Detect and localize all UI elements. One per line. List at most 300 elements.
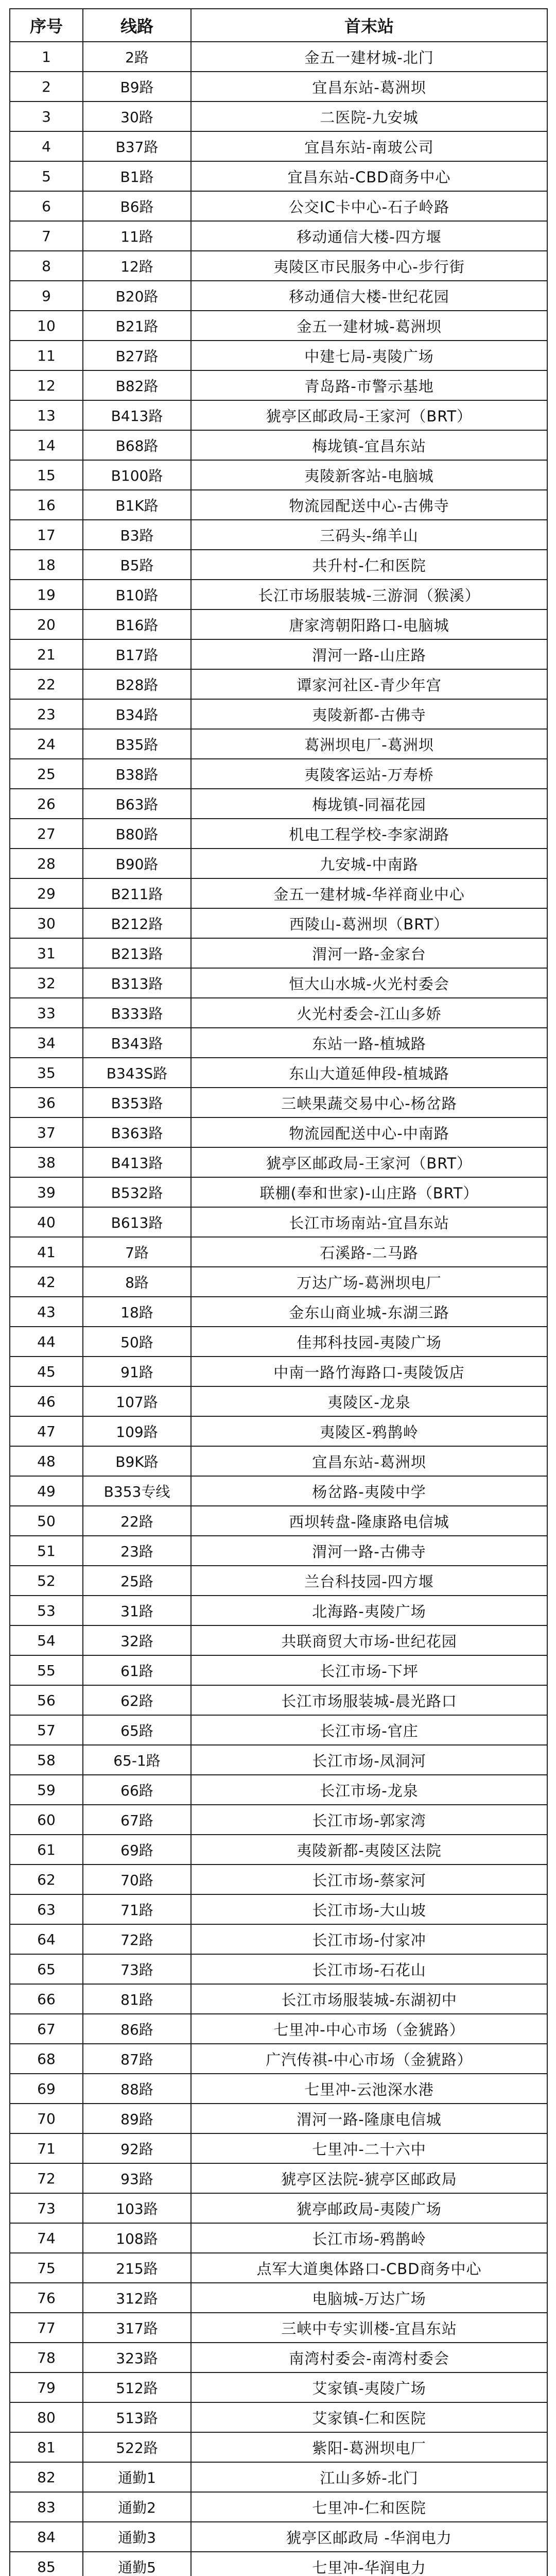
route-name: B5路 xyxy=(83,550,191,580)
table-row xyxy=(10,1147,547,1177)
route-name: B90路 xyxy=(83,849,191,878)
row-index: 52 xyxy=(10,1566,83,1596)
table-row xyxy=(10,1566,547,1596)
row-index: 9 xyxy=(10,281,83,311)
route-terminals: 长江市场-下坪 xyxy=(191,1655,547,1685)
row-index: 35 xyxy=(10,1058,83,1088)
table-row xyxy=(10,1625,547,1655)
route-name: 512路 xyxy=(83,2372,191,2402)
route-terminals: 西坝转盘-隆康路电信城 xyxy=(191,1506,547,1536)
route-terminals: 猇亭区邮政局 -华润电力 xyxy=(191,2522,547,2552)
row-index: 51 xyxy=(10,1536,83,1566)
route-name: B17路 xyxy=(83,639,191,669)
row-index: 79 xyxy=(10,2372,83,2402)
route-name: B613路 xyxy=(83,1207,191,1237)
table-row xyxy=(10,1715,547,1745)
route-name: B100路 xyxy=(83,460,191,490)
table-row xyxy=(10,1805,547,1835)
table-row xyxy=(10,938,547,968)
row-index: 69 xyxy=(10,2074,83,2104)
row-index: 85 xyxy=(10,2552,83,2576)
route-table-sheet xyxy=(9,8,547,2576)
table-row xyxy=(10,251,547,281)
route-name: 23路 xyxy=(83,1536,191,1566)
row-index: 18 xyxy=(10,550,83,580)
route-terminals: 江山多娇-北门 xyxy=(191,2462,547,2492)
route-terminals: 金五一建材城-北门 xyxy=(191,42,547,72)
bus-route-table xyxy=(9,8,548,2576)
row-index: 54 xyxy=(10,1625,83,1655)
route-terminals: 夷陵新都-夷陵区法院 xyxy=(191,1835,547,1865)
route-terminals: 东站一路-植城路 xyxy=(191,1028,547,1058)
row-index: 10 xyxy=(10,311,83,341)
route-name: B16路 xyxy=(83,609,191,639)
table-row xyxy=(10,42,547,72)
route-name: B213路 xyxy=(83,938,191,968)
table-header-row xyxy=(10,9,547,42)
table-row xyxy=(10,1536,547,1566)
route-name: 86路 xyxy=(83,2014,191,2044)
table-row xyxy=(10,221,547,251)
row-index: 48 xyxy=(10,1446,83,1476)
route-name: 215路 xyxy=(83,2253,191,2283)
route-terminals: 宜昌东站-葛洲坝 xyxy=(191,1446,547,1476)
row-index: 53 xyxy=(10,1596,83,1625)
route-terminals: 广汽传祺-中心市场（金猇路） xyxy=(191,2044,547,2074)
route-name: 70路 xyxy=(83,1865,191,1894)
route-name: B9路 xyxy=(83,72,191,101)
table-row xyxy=(10,520,547,550)
route-name: 108路 xyxy=(83,2223,191,2253)
route-terminals: 长江市场-石花山 xyxy=(191,1954,547,1984)
route-terminals: 三峡中专实训楼-宜昌东站 xyxy=(191,2313,547,2343)
table-row xyxy=(10,1207,547,1237)
row-index: 43 xyxy=(10,1297,83,1327)
table-row xyxy=(10,849,547,878)
table-row xyxy=(10,131,547,161)
table-row xyxy=(10,580,547,609)
table-row xyxy=(10,2372,547,2402)
table-row xyxy=(10,1088,547,1117)
route-name: 87路 xyxy=(83,2044,191,2074)
table-row xyxy=(10,101,547,131)
route-terminals: 夷陵区-龙泉 xyxy=(191,1386,547,1416)
table-row xyxy=(10,2163,547,2193)
table-row xyxy=(10,609,547,639)
route-terminals: 渭河一路-古佛寺 xyxy=(191,1536,547,1566)
route-name: 317路 xyxy=(83,2313,191,2343)
route-name: B212路 xyxy=(83,908,191,938)
route-terminals: 兰台科技园-四方堰 xyxy=(191,1566,547,1596)
route-terminals: 移动通信大楼-世纪花园 xyxy=(191,281,547,311)
route-terminals: 夷陵新客站-电脑城 xyxy=(191,460,547,490)
table-row xyxy=(10,1058,547,1088)
route-terminals: 七里冲-二十六中 xyxy=(191,2133,547,2163)
route-name: 25路 xyxy=(83,1566,191,1596)
route-name: 107路 xyxy=(83,1386,191,1416)
route-name: 通勤1 xyxy=(83,2462,191,2492)
table-row xyxy=(10,72,547,101)
route-terminals: 青岛路-市警示基地 xyxy=(191,370,547,400)
route-terminals: 长江市场-付家冲 xyxy=(191,1924,547,1954)
route-name: B63路 xyxy=(83,789,191,819)
route-terminals: 石溪路-二马路 xyxy=(191,1237,547,1267)
row-index: 49 xyxy=(10,1476,83,1506)
row-index: 44 xyxy=(10,1327,83,1357)
route-name: 50路 xyxy=(83,1327,191,1357)
route-name: 61路 xyxy=(83,1655,191,1685)
route-terminals: 紫阳-葛洲坝电厂 xyxy=(191,2432,547,2462)
row-index: 67 xyxy=(10,2014,83,2044)
route-terminals: 宜昌东站-南玻公司 xyxy=(191,131,547,161)
route-terminals: 谭家河社区-青少年宫 xyxy=(191,669,547,699)
route-name: 67路 xyxy=(83,1805,191,1835)
route-terminals: 二医院-九安城 xyxy=(191,101,547,131)
route-name: B34路 xyxy=(83,699,191,729)
row-index: 56 xyxy=(10,1685,83,1715)
route-terminals: 艾家镇-夷陵广场 xyxy=(191,2372,547,2402)
route-name: B211路 xyxy=(83,878,191,908)
route-name: B80路 xyxy=(83,819,191,849)
row-index: 59 xyxy=(10,1775,83,1805)
table-row xyxy=(10,1446,547,1476)
table-row xyxy=(10,1954,547,1984)
route-name: B3路 xyxy=(83,520,191,550)
table-row xyxy=(10,2193,547,2223)
route-terminals: 艾家镇-仁和医院 xyxy=(191,2402,547,2432)
row-index: 37 xyxy=(10,1117,83,1147)
row-index: 17 xyxy=(10,520,83,550)
route-name: 93路 xyxy=(83,2163,191,2193)
table-row xyxy=(10,2074,547,2104)
route-name: B20路 xyxy=(83,281,191,311)
route-terminals: 物流园配送中心-中南路 xyxy=(191,1117,547,1147)
route-terminals: 猇亭区邮政局-王家河（BRT） xyxy=(191,400,547,430)
row-index: 76 xyxy=(10,2283,83,2313)
route-terminals: 猇亭区邮政局-王家河（BRT） xyxy=(191,1147,547,1177)
row-index: 3 xyxy=(10,101,83,131)
route-name: 513路 xyxy=(83,2402,191,2432)
route-terminals: 三码头-绵羊山 xyxy=(191,520,547,550)
route-terminals: 北海路-夷陵广场 xyxy=(191,1596,547,1625)
route-terminals: 长江市场服装城-晨光路口 xyxy=(191,1685,547,1715)
route-terminals: 葛洲坝电厂-葛洲坝 xyxy=(191,729,547,759)
route-terminals: 梅垅镇-宜昌东站 xyxy=(191,430,547,460)
table-row xyxy=(10,281,547,311)
route-name: 32路 xyxy=(83,1625,191,1655)
table-row xyxy=(10,1775,547,1805)
route-name: 69路 xyxy=(83,1835,191,1865)
route-name: B413路 xyxy=(83,1147,191,1177)
table-row xyxy=(10,2223,547,2253)
route-name: B363路 xyxy=(83,1117,191,1147)
table-row xyxy=(10,191,547,221)
row-index: 42 xyxy=(10,1267,83,1297)
row-index: 31 xyxy=(10,938,83,968)
row-index: 2 xyxy=(10,72,83,101)
route-name: 30路 xyxy=(83,101,191,131)
row-index: 72 xyxy=(10,2163,83,2193)
route-name: 12路 xyxy=(83,251,191,281)
route-terminals: 七里冲-云池深水港 xyxy=(191,2074,547,2104)
route-name: B37路 xyxy=(83,131,191,161)
route-name: 312路 xyxy=(83,2283,191,2313)
table-row xyxy=(10,460,547,490)
route-name: B10路 xyxy=(83,580,191,609)
row-index: 33 xyxy=(10,998,83,1028)
table-row xyxy=(10,1386,547,1416)
row-index: 84 xyxy=(10,2522,83,2552)
row-index: 81 xyxy=(10,2432,83,2462)
table-row xyxy=(10,729,547,759)
route-terminals: 渭河一路-隆康电信城 xyxy=(191,2104,547,2133)
row-index: 50 xyxy=(10,1506,83,1536)
route-name: 92路 xyxy=(83,2133,191,2163)
route-name: 18路 xyxy=(83,1297,191,1327)
table-row xyxy=(10,311,547,341)
route-name: B333路 xyxy=(83,998,191,1028)
route-name: 66路 xyxy=(83,1775,191,1805)
route-terminals: 梅垅镇-同福花园 xyxy=(191,789,547,819)
route-terminals: 共联商贸大市场-世纪花园 xyxy=(191,1625,547,1655)
route-terminals: 恒大山水城-火光村委会 xyxy=(191,968,547,998)
route-name: 91路 xyxy=(83,1357,191,1386)
route-terminals: 金东山商业城-东湖三路 xyxy=(191,1297,547,1327)
row-index: 15 xyxy=(10,460,83,490)
table-row xyxy=(10,1506,547,1536)
route-name: 88路 xyxy=(83,2074,191,2104)
route-terminals: 长江市场-龙泉 xyxy=(191,1775,547,1805)
route-name: B353专线 xyxy=(83,1476,191,1506)
row-index: 24 xyxy=(10,729,83,759)
table-row xyxy=(10,1028,547,1058)
route-name: 通勤5 xyxy=(83,2552,191,2576)
route-terminals: 七里冲-中心市场（金猇路） xyxy=(191,2014,547,2044)
row-index: 68 xyxy=(10,2044,83,2074)
table-row xyxy=(10,1685,547,1715)
table-row xyxy=(10,2343,547,2372)
route-name: 通勤3 xyxy=(83,2522,191,2552)
route-terminals: 长江市场-大山坡 xyxy=(191,1894,547,1924)
row-index: 11 xyxy=(10,341,83,370)
route-name: 109路 xyxy=(83,1416,191,1446)
table-row xyxy=(10,1237,547,1267)
route-terminals: 佳邦科技园-夷陵广场 xyxy=(191,1327,547,1357)
route-terminals: 夷陵区市民服务中心-步行街 xyxy=(191,251,547,281)
route-terminals: 物流园配送中心-古佛寺 xyxy=(191,490,547,520)
route-name: 65路 xyxy=(83,1715,191,1745)
route-terminals: 金五一建材城-葛洲坝 xyxy=(191,311,547,341)
route-terminals: 长江市场-官庄 xyxy=(191,1715,547,1745)
table-row xyxy=(10,1596,547,1625)
route-terminals: 七里冲-华润电力 xyxy=(191,2552,547,2576)
route-terminals: 万达广场-葛洲坝电厂 xyxy=(191,1267,547,1297)
table-row xyxy=(10,2522,547,2552)
route-terminals: 渭河一路-山庄路 xyxy=(191,639,547,669)
route-terminals: 机电工程学校-李家湖路 xyxy=(191,819,547,849)
table-row xyxy=(10,1416,547,1446)
route-terminals: 电脑城-万达广场 xyxy=(191,2283,547,2313)
route-name: B313路 xyxy=(83,968,191,998)
table-row xyxy=(10,2462,547,2492)
table-row xyxy=(10,400,547,430)
route-name: B353路 xyxy=(83,1088,191,1117)
route-terminals: 中建七局-夷陵广场 xyxy=(191,341,547,370)
table-row xyxy=(10,1924,547,1954)
table-row xyxy=(10,1655,547,1685)
row-index: 23 xyxy=(10,699,83,729)
route-name: 11路 xyxy=(83,221,191,251)
header-terminals: 首末站 xyxy=(191,9,547,42)
row-index: 13 xyxy=(10,400,83,430)
row-index: 74 xyxy=(10,2223,83,2253)
route-terminals: 夷陵新都-古佛寺 xyxy=(191,699,547,729)
route-name: B82路 xyxy=(83,370,191,400)
row-index: 6 xyxy=(10,191,83,221)
table-body xyxy=(10,42,547,2576)
row-index: 61 xyxy=(10,1835,83,1865)
route-name: 73路 xyxy=(83,1954,191,1984)
row-index: 8 xyxy=(10,251,83,281)
row-index: 58 xyxy=(10,1745,83,1775)
route-terminals: 三峡果蔬交易中心-杨岔路 xyxy=(191,1088,547,1117)
route-terminals: 西陵山-葛洲坝（BRT） xyxy=(191,908,547,938)
row-index: 28 xyxy=(10,849,83,878)
route-terminals: 点军大道奥体路口-CBD商务中心 xyxy=(191,2253,547,2283)
table-row xyxy=(10,1984,547,2014)
table-row xyxy=(10,789,547,819)
table-row xyxy=(10,2104,547,2133)
route-terminals: 长江市场-凤洞河 xyxy=(191,1745,547,1775)
route-terminals: 南湾村委会-南湾村委会 xyxy=(191,2343,547,2372)
table-row xyxy=(10,2432,547,2462)
route-terminals: 联棚(奉和世家)-山庄路（BRT） xyxy=(191,1177,547,1207)
route-name: 8路 xyxy=(83,1267,191,1297)
route-name: B9K路 xyxy=(83,1446,191,1476)
route-terminals: 夷陵客运站-万寿桥 xyxy=(191,759,547,789)
route-terminals: 长江市场-鸦鹊岭 xyxy=(191,2223,547,2253)
route-terminals: 东山大道延伸段-植城路 xyxy=(191,1058,547,1088)
table-row xyxy=(10,968,547,998)
route-name: B6路 xyxy=(83,191,191,221)
header-index: 序号 xyxy=(10,9,83,42)
row-index: 25 xyxy=(10,759,83,789)
row-index: 14 xyxy=(10,430,83,460)
table-row xyxy=(10,1476,547,1506)
route-name: 81路 xyxy=(83,1984,191,2014)
row-index: 41 xyxy=(10,1237,83,1267)
route-terminals: 九安城-中南路 xyxy=(191,849,547,878)
row-index: 29 xyxy=(10,878,83,908)
route-name: 2路 xyxy=(83,42,191,72)
table-row xyxy=(10,2133,547,2163)
table-row xyxy=(10,370,547,400)
route-name: 7路 xyxy=(83,1237,191,1267)
table-row xyxy=(10,1357,547,1386)
row-index: 63 xyxy=(10,1894,83,1924)
table-row xyxy=(10,878,547,908)
table-row xyxy=(10,639,547,669)
table-row xyxy=(10,908,547,938)
row-index: 1 xyxy=(10,42,83,72)
row-index: 77 xyxy=(10,2313,83,2343)
table-row xyxy=(10,998,547,1028)
row-index: 78 xyxy=(10,2343,83,2372)
route-terminals: 猇亭区法院-猇亭区邮政局 xyxy=(191,2163,547,2193)
table-row xyxy=(10,2552,547,2576)
row-index: 60 xyxy=(10,1805,83,1835)
table-row xyxy=(10,759,547,789)
route-name: 89路 xyxy=(83,2104,191,2133)
row-index: 75 xyxy=(10,2253,83,2283)
table-row xyxy=(10,490,547,520)
table-row xyxy=(10,1297,547,1327)
row-index: 20 xyxy=(10,609,83,639)
route-name: B343路 xyxy=(83,1028,191,1058)
row-index: 32 xyxy=(10,968,83,998)
route-name: B27路 xyxy=(83,341,191,370)
route-name: 71路 xyxy=(83,1894,191,1924)
row-index: 16 xyxy=(10,490,83,520)
row-index: 39 xyxy=(10,1177,83,1207)
row-index: 82 xyxy=(10,2462,83,2492)
table-row xyxy=(10,2014,547,2044)
route-terminals: 长江市场-郭家湾 xyxy=(191,1805,547,1835)
route-terminals: 夷陵区-鸦鹊岭 xyxy=(191,1416,547,1446)
table-row xyxy=(10,2313,547,2343)
row-index: 30 xyxy=(10,908,83,938)
row-index: 4 xyxy=(10,131,83,161)
row-index: 22 xyxy=(10,669,83,699)
row-index: 36 xyxy=(10,1088,83,1117)
route-terminals: 七里冲-仁和医院 xyxy=(191,2492,547,2522)
route-name: B38路 xyxy=(83,759,191,789)
route-terminals: 移动通信大楼-四方堰 xyxy=(191,221,547,251)
row-index: 64 xyxy=(10,1924,83,1954)
route-name: B21路 xyxy=(83,311,191,341)
table-row xyxy=(10,1327,547,1357)
route-name: 通勤2 xyxy=(83,2492,191,2522)
row-index: 55 xyxy=(10,1655,83,1685)
table-row xyxy=(10,1745,547,1775)
route-name: 22路 xyxy=(83,1506,191,1536)
row-index: 40 xyxy=(10,1207,83,1237)
table-row xyxy=(10,669,547,699)
row-index: 57 xyxy=(10,1715,83,1745)
row-index: 21 xyxy=(10,639,83,669)
table-row xyxy=(10,1267,547,1297)
row-index: 26 xyxy=(10,789,83,819)
table-row xyxy=(10,2283,547,2313)
route-name: 62路 xyxy=(83,1685,191,1715)
route-name: B1K路 xyxy=(83,490,191,520)
route-name: 72路 xyxy=(83,1924,191,1954)
row-index: 71 xyxy=(10,2133,83,2163)
table-row xyxy=(10,1894,547,1924)
row-index: 5 xyxy=(10,161,83,191)
route-terminals: 宜昌东站-葛洲坝 xyxy=(191,72,547,101)
row-index: 7 xyxy=(10,221,83,251)
route-terminals: 火光村委会-江山多娇 xyxy=(191,998,547,1028)
row-index: 73 xyxy=(10,2193,83,2223)
route-name: B1路 xyxy=(83,161,191,191)
table-row xyxy=(10,161,547,191)
row-index: 65 xyxy=(10,1954,83,1984)
route-name: 65-1路 xyxy=(83,1745,191,1775)
table-row xyxy=(10,430,547,460)
row-index: 34 xyxy=(10,1028,83,1058)
route-terminals: 中南一路竹海路口-夷陵饭店 xyxy=(191,1357,547,1386)
